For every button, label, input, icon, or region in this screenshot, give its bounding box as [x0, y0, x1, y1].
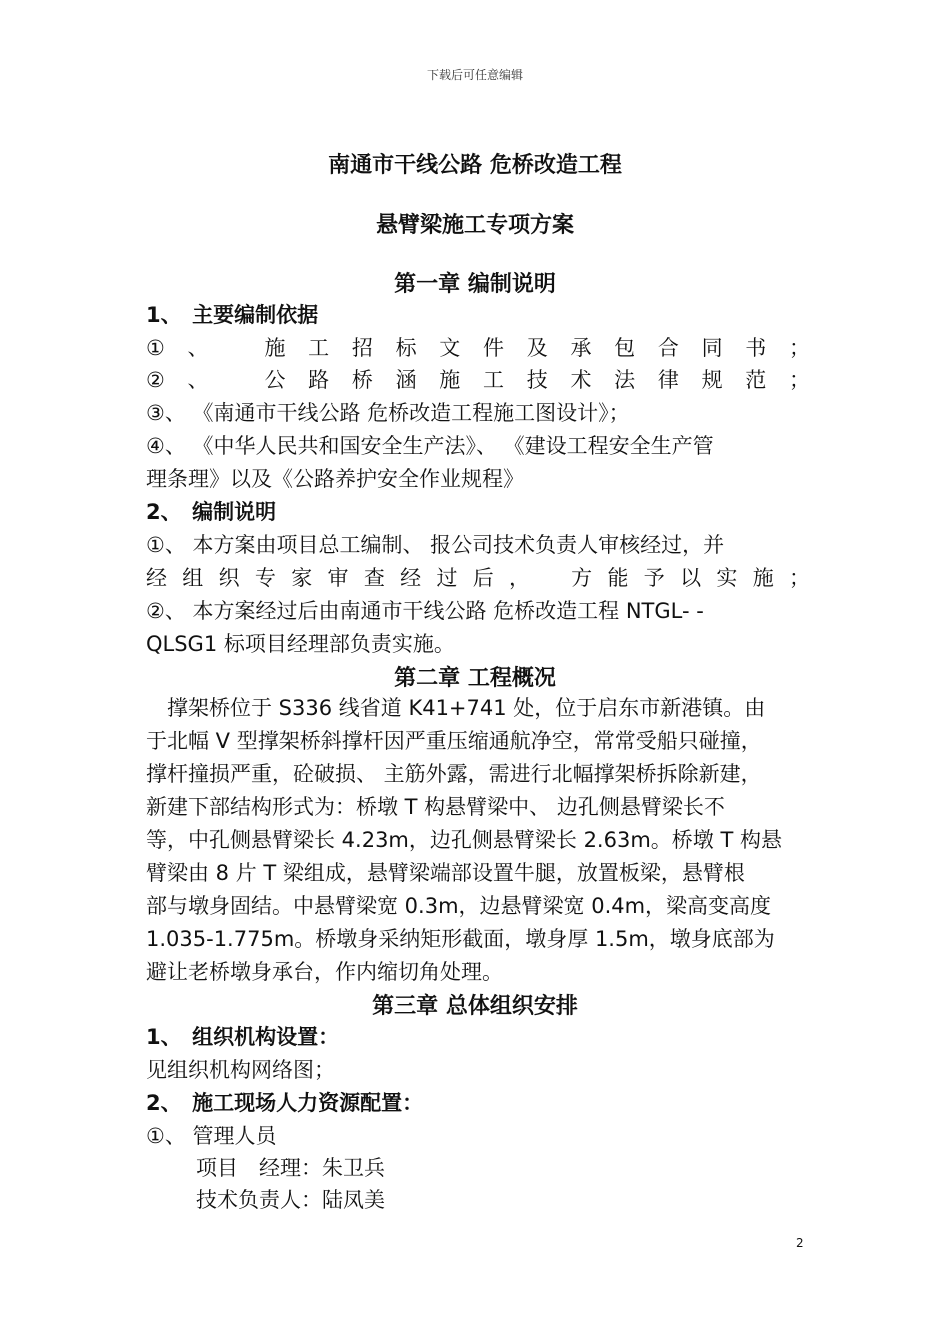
basis-item-1: ①、 施工招标文件及承包合同书；: [146, 336, 810, 360]
overview-line: 臂梁由 8 片 T 梁组成，悬臂梁端部设置牛腿，放置板梁，悬臂根: [146, 861, 745, 885]
chapter3-heading: 第三章 总体组织安排: [372, 994, 578, 1019]
explanation-item-2-cont: QLSG1 标项目经理部负责实施。: [146, 632, 455, 656]
overview-line: 部与墩身固结。中悬臂梁宽 0.3m，边悬臂梁宽 0.4m，梁高变高度: [146, 894, 772, 918]
page-number: 2: [796, 1236, 804, 1250]
organization-text: 见组织机构网络图；: [146, 1058, 335, 1082]
chapter3-section1-heading: 1、 组织机构设置：: [146, 1025, 340, 1049]
overview-line: 新建下部结构形式为：桥墩 T 构悬臂梁中、 边孔侧悬臂梁长不: [146, 795, 725, 819]
overview-line: 于北幅 V 型撑架桥斜撑杆因严重压缩通航净空，常常受船只碰撞，: [146, 729, 762, 753]
management-staff-heading: ①、 管理人员: [146, 1124, 277, 1148]
overview-line: 等，中孔侧悬臂梁长 4.23m，边孔侧悬臂梁长 2.63m。桥墩 T 构悬: [146, 828, 782, 852]
basis-item-2: ②、 公路桥涵施工技术法律规范；: [146, 368, 810, 392]
chapter1-section1-heading: 1、 主要编制依据: [146, 303, 319, 327]
chapter3-section2-heading: 2、 施工现场人力资源配置：: [146, 1091, 424, 1115]
explanation-item-1: ①、 本方案由项目总工编制、 报公司技术负责人审核经过，并: [146, 533, 725, 557]
overview-line: 1.035-1.775m。桥墩身采纳矩形截面，墩身厚 1.5m，墩身底部为: [146, 927, 775, 951]
header-note: 下载后可任意编辑: [426, 68, 523, 82]
basis-item-3: ③、 《南通市干线公路 危桥改造工程施工图设计》；: [146, 401, 630, 425]
chapter1-section2-heading: 2、 编制说明: [146, 500, 277, 524]
chapter2-heading: 第二章 工程概况: [394, 666, 556, 691]
overview-line: 撑杆撞损严重，砼破损、 主筋外露，需进行北幅撑架桥拆除新建，: [146, 762, 762, 786]
document-title: 南通市干线公路 危桥改造工程: [328, 153, 622, 178]
overview-line: 撑架桥位于 S336 线省道 K41+741 处，位于启东市新港镇。由: [146, 696, 766, 720]
document-subtitle: 悬臂梁施工专项方案: [375, 213, 574, 238]
basis-item-4: ④、 《中华人民共和国安全生产法》、 《建设工程安全生产管: [146, 434, 714, 458]
chapter1-heading: 第一章 编制说明: [394, 272, 556, 297]
explanation-item-1-cont: 经组织专家审查经过后， 方能予以实施；: [146, 566, 810, 590]
staff-project-manager: 项目 经理：朱卫兵: [196, 1156, 385, 1180]
overview-line: 避让老桥墩身承台，作内缩切角处理。: [146, 960, 503, 984]
explanation-item-2: ②、 本方案经过后由南通市干线公路 危桥改造工程 NTGL- -: [146, 599, 704, 623]
staff-technical-lead: 技术负责人：陆凤美: [196, 1188, 385, 1212]
basis-item-4-cont: 理条理》以及《公路养护安全作业规程》: [146, 467, 524, 491]
